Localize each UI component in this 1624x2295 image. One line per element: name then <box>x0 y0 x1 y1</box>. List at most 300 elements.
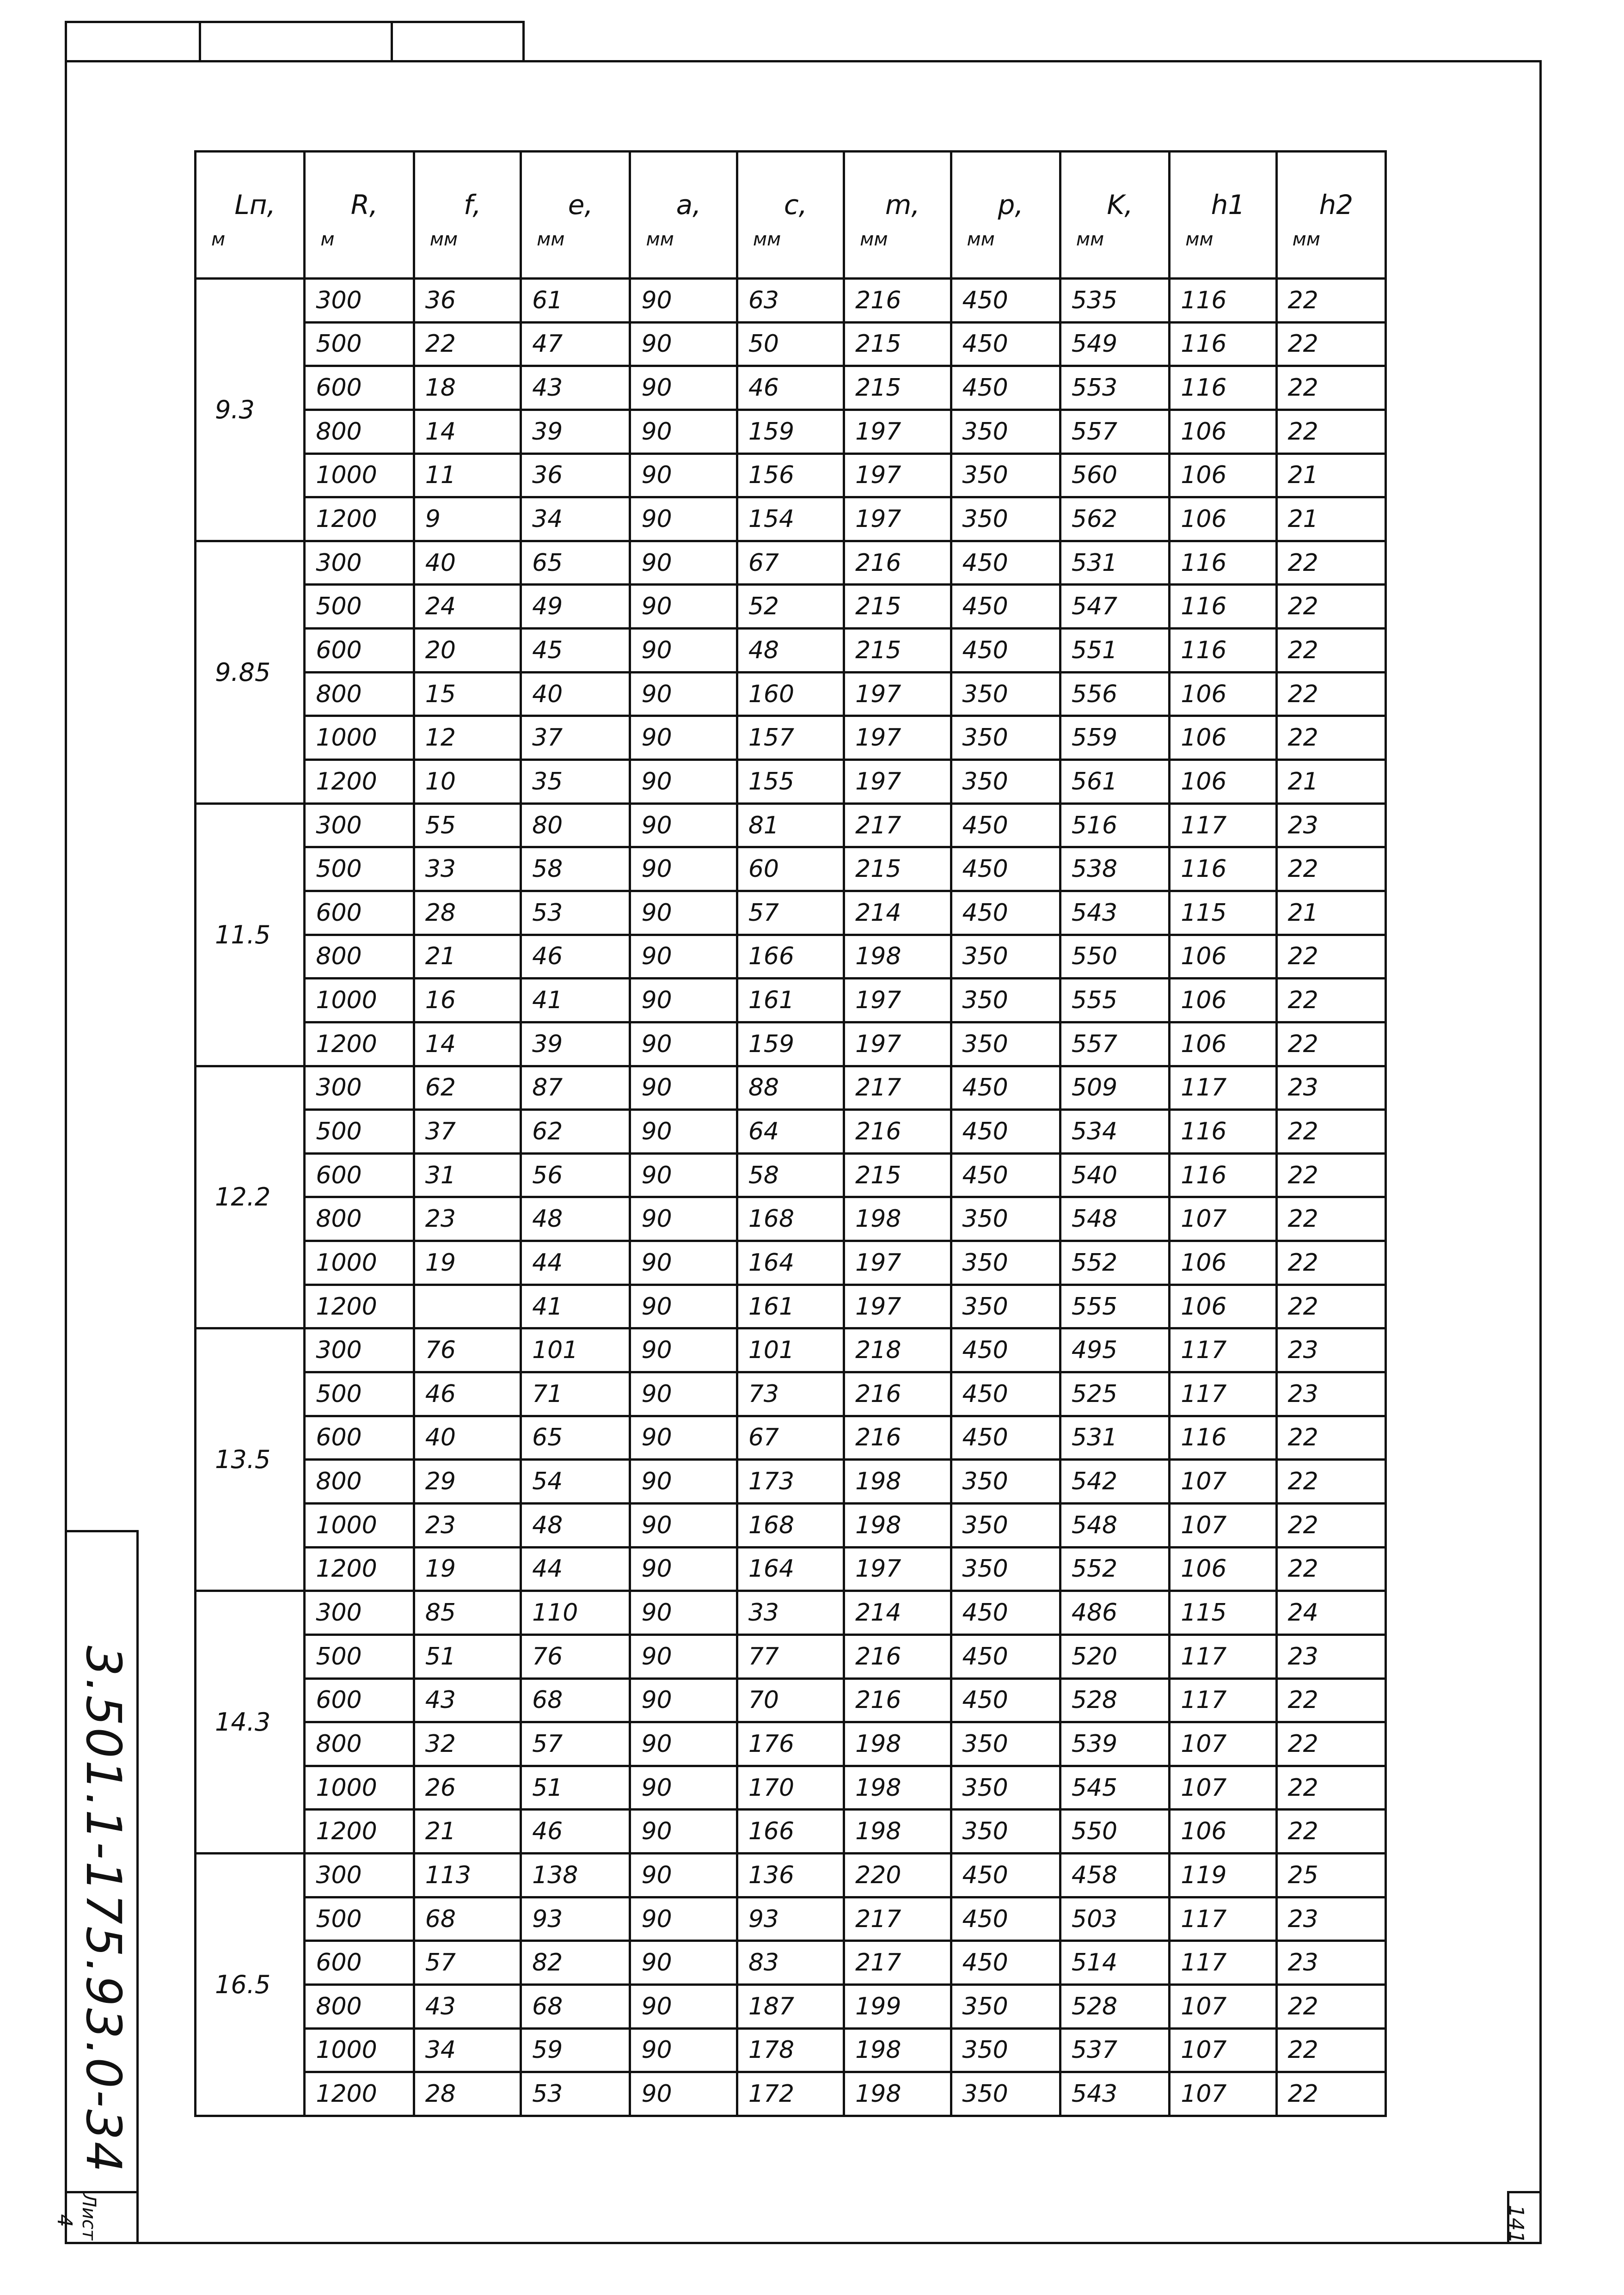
table-cell: 350 <box>951 935 1060 979</box>
table-cell: 500 <box>305 585 414 629</box>
table-cell: 107 <box>1170 2028 1276 2072</box>
column-header <box>951 152 1060 279</box>
table-cell: 1000 <box>305 2028 414 2072</box>
table-cell: 450 <box>951 541 1060 585</box>
table-cell: 21 <box>414 935 521 979</box>
table-cell: 107 <box>1170 1197 1276 1241</box>
column-symbol: e, <box>568 189 593 220</box>
table-cell: 59 <box>521 2028 630 2072</box>
table-cell: 116 <box>1170 1110 1276 1154</box>
table-cell: 90 <box>630 891 737 935</box>
table-cell: 199 <box>844 1984 951 2028</box>
table-row <box>196 979 1386 1022</box>
table-cell: 300 <box>305 541 414 585</box>
table-cell: 800 <box>305 1197 414 1241</box>
table-cell: 217 <box>844 1066 951 1110</box>
column-unit: мм <box>429 229 458 250</box>
table-cell: 450 <box>951 1066 1060 1110</box>
table-row <box>196 1460 1386 1504</box>
table-row <box>196 891 1386 935</box>
table-cell: 197 <box>844 453 951 497</box>
table-cell: 168 <box>737 1503 844 1547</box>
table-cell: 90 <box>630 1591 737 1635</box>
table-cell: 500 <box>305 1110 414 1154</box>
table-row <box>196 760 1386 804</box>
table-cell: 90 <box>630 1328 737 1372</box>
table-cell: 350 <box>951 410 1060 453</box>
table-cell: 198 <box>844 2072 951 2116</box>
table-cell: 350 <box>951 2028 1060 2072</box>
table-cell: 18 <box>414 366 521 410</box>
table-cell: 1200 <box>305 1022 414 1066</box>
table-cell: 70 <box>737 1678 844 1722</box>
table-cell: 486 <box>1060 1591 1169 1635</box>
table-cell: 90 <box>630 979 737 1022</box>
table-cell: 551 <box>1060 629 1169 673</box>
table-cell: 57 <box>521 1722 630 1766</box>
column-symbol: R, <box>350 189 378 220</box>
table-cell: 197 <box>844 410 951 453</box>
table-cell: 110 <box>521 1591 630 1635</box>
table-cell: 19 <box>414 1547 521 1591</box>
table-row <box>196 1984 1386 2028</box>
table-cell: 450 <box>951 891 1060 935</box>
table-cell: 45 <box>521 629 630 673</box>
table-cell: 76 <box>414 1328 521 1372</box>
table-cell: 106 <box>1170 935 1276 979</box>
table-cell: 218 <box>844 1328 951 1372</box>
group-length-cell: 9.3 <box>196 279 305 541</box>
table-cell: 500 <box>305 847 414 891</box>
table-cell: 48 <box>521 1503 630 1547</box>
table-cell: 22 <box>1276 541 1385 585</box>
column-unit: м <box>320 229 335 250</box>
table-cell: 23 <box>1276 1372 1385 1416</box>
table-cell: 90 <box>630 1547 737 1591</box>
table-cell: 90 <box>630 1984 737 2028</box>
table-cell: 1200 <box>305 1285 414 1328</box>
table-cell: 90 <box>630 1678 737 1722</box>
table-cell: 157 <box>737 716 844 760</box>
table-cell: 450 <box>951 803 1060 847</box>
table-cell: 161 <box>737 979 844 1022</box>
table-cell: 1000 <box>305 1766 414 1810</box>
table-row <box>196 497 1386 541</box>
table-cell: 39 <box>521 410 630 453</box>
table-cell: 187 <box>737 1984 844 2028</box>
column-symbol: m, <box>885 189 920 220</box>
table-cell: 170 <box>737 1766 844 1810</box>
table-cell: 22 <box>1276 1416 1385 1460</box>
table-cell: 450 <box>951 1110 1060 1154</box>
table-cell: 12 <box>414 716 521 760</box>
table-cell: 164 <box>737 1547 844 1591</box>
table-cell: 197 <box>844 979 951 1022</box>
table-cell: 197 <box>844 1547 951 1591</box>
table-cell: 800 <box>305 672 414 716</box>
dimension-table-container <box>194 150 1387 2117</box>
top-stamp-box <box>65 21 525 62</box>
table-cell: 90 <box>630 1941 737 1985</box>
group-length-cell: 12.2 <box>196 1066 305 1328</box>
table-cell: 215 <box>844 366 951 410</box>
table-cell: 159 <box>737 410 844 453</box>
table-cell: 1000 <box>305 716 414 760</box>
table-cell: 46 <box>521 935 630 979</box>
table-cell: 90 <box>630 1153 737 1197</box>
table-cell: 90 <box>630 1110 737 1154</box>
table-row <box>196 1634 1386 1678</box>
table-cell: 600 <box>305 366 414 410</box>
table-cell: 176 <box>737 1722 844 1766</box>
column-unit: мм <box>860 229 888 250</box>
table-cell: 16 <box>414 979 521 1022</box>
table-cell: 198 <box>844 1460 951 1504</box>
table-cell: 22 <box>1276 279 1385 323</box>
table-row <box>196 279 1386 323</box>
table-cell: 22 <box>1276 2072 1385 2116</box>
column-symbol: f, <box>464 189 481 220</box>
table-cell: 520 <box>1060 1634 1169 1678</box>
table-cell: 58 <box>521 847 630 891</box>
table-cell: 350 <box>951 1241 1060 1285</box>
table-cell: 22 <box>1276 2028 1385 2072</box>
table-row <box>196 1941 1386 1985</box>
table-cell: 106 <box>1170 672 1276 716</box>
table-cell: 216 <box>844 1678 951 1722</box>
table-cell: 350 <box>951 1022 1060 1066</box>
table-cell: 116 <box>1170 541 1276 585</box>
table-cell: 24 <box>1276 1591 1385 1635</box>
table-cell: 350 <box>951 2072 1060 2116</box>
table-cell: 26 <box>414 1766 521 1810</box>
column-header <box>305 152 414 279</box>
table-cell: 116 <box>1170 322 1276 366</box>
table-cell: 46 <box>521 1810 630 1854</box>
table-cell: 543 <box>1060 2072 1169 2116</box>
table-cell: 106 <box>1170 716 1276 760</box>
table-cell: 21 <box>1276 760 1385 804</box>
table-cell: 350 <box>951 1285 1060 1328</box>
table-cell: 450 <box>951 322 1060 366</box>
document-code <box>75 1646 132 2174</box>
table-cell: 534 <box>1060 1110 1169 1154</box>
table-cell: 119 <box>1170 1854 1276 1897</box>
table-cell: 600 <box>305 629 414 673</box>
table-cell: 22 <box>1276 1022 1385 1066</box>
table-cell: 90 <box>630 1722 737 1766</box>
table-cell: 136 <box>737 1854 844 1897</box>
table-cell: 11 <box>414 453 521 497</box>
table-cell: 495 <box>1060 1328 1169 1372</box>
table-cell: 216 <box>844 1416 951 1460</box>
table-cell: 350 <box>951 1503 1060 1547</box>
table-cell: 93 <box>521 1897 630 1941</box>
table-cell: 543 <box>1060 891 1169 935</box>
table-cell: 64 <box>737 1110 844 1154</box>
table-cell: 159 <box>737 1022 844 1066</box>
table-cell: 22 <box>1276 716 1385 760</box>
table-row <box>196 716 1386 760</box>
table-row <box>196 1547 1386 1591</box>
table-cell: 1000 <box>305 1241 414 1285</box>
table-cell: 37 <box>521 716 630 760</box>
table-cell: 509 <box>1060 1066 1169 1110</box>
table-cell: 525 <box>1060 1372 1169 1416</box>
table-cell: 50 <box>737 322 844 366</box>
table-cell: 450 <box>951 1372 1060 1416</box>
table-cell: 22 <box>1276 847 1385 891</box>
table-cell: 528 <box>1060 1984 1169 2028</box>
column-symbol: Lп, <box>234 189 276 220</box>
table-header-row <box>196 152 1386 279</box>
table-cell: 53 <box>521 891 630 935</box>
table-cell: 539 <box>1060 1722 1169 1766</box>
table-cell: 560 <box>1060 453 1169 497</box>
table-cell: 20 <box>414 629 521 673</box>
table-cell: 107 <box>1170 1460 1276 1504</box>
group-length-cell: 16.5 <box>196 1854 305 2116</box>
table-row <box>196 803 1386 847</box>
table-cell: 542 <box>1060 1460 1169 1504</box>
table-cell: 154 <box>737 497 844 541</box>
column-header <box>844 152 951 279</box>
table-row <box>196 2028 1386 2072</box>
table-cell: 350 <box>951 1722 1060 1766</box>
column-header <box>196 152 305 279</box>
table-cell: 53 <box>521 2072 630 2116</box>
table-cell: 23 <box>1276 1897 1385 1941</box>
column-header <box>521 152 630 279</box>
table-cell: 561 <box>1060 760 1169 804</box>
table-cell: 106 <box>1170 1241 1276 1285</box>
table-cell: 531 <box>1060 1416 1169 1460</box>
table-cell: 24 <box>414 585 521 629</box>
table-cell: 550 <box>1060 935 1169 979</box>
table-cell: 300 <box>305 1066 414 1110</box>
table-cell: 90 <box>630 760 737 804</box>
table-cell: 117 <box>1170 1897 1276 1941</box>
table-cell: 29 <box>414 1460 521 1504</box>
table-cell: 73 <box>737 1372 844 1416</box>
table-cell: 115 <box>1170 1591 1276 1635</box>
table-cell: 217 <box>844 1941 951 1985</box>
stamp-cell <box>67 23 201 62</box>
table-cell: 116 <box>1170 629 1276 673</box>
table-cell: 800 <box>305 935 414 979</box>
table-cell: 350 <box>951 1547 1060 1591</box>
table-cell: 90 <box>630 672 737 716</box>
table-cell: 548 <box>1060 1503 1169 1547</box>
table-cell: 32 <box>414 1722 521 1766</box>
table-cell: 62 <box>521 1110 630 1154</box>
table-cell: 548 <box>1060 1197 1169 1241</box>
group-length-cell: 11.5 <box>196 803 305 1066</box>
table-cell: 21 <box>1276 497 1385 541</box>
table-cell: 458 <box>1060 1854 1169 1897</box>
table-cell: 65 <box>521 1416 630 1460</box>
column-unit: м <box>211 229 226 250</box>
table-cell: 800 <box>305 1460 414 1504</box>
table-cell: 90 <box>630 1810 737 1854</box>
table-cell: 1200 <box>305 760 414 804</box>
table-cell: 22 <box>1276 1110 1385 1154</box>
table-cell: 600 <box>305 1416 414 1460</box>
table-cell: 215 <box>844 629 951 673</box>
table-cell: 34 <box>414 2028 521 2072</box>
table-cell: 49 <box>521 585 630 629</box>
table-cell: 83 <box>737 1941 844 1985</box>
table-cell: 28 <box>414 891 521 935</box>
table-cell: 76 <box>521 1634 630 1678</box>
table-cell: 540 <box>1060 1153 1169 1197</box>
table-cell: 173 <box>737 1460 844 1504</box>
table-cell: 90 <box>630 629 737 673</box>
table-cell: 93 <box>737 1897 844 1941</box>
table-cell: 23 <box>1276 1634 1385 1678</box>
table-row <box>196 935 1386 979</box>
table-cell: 61 <box>521 279 630 323</box>
column-unit: мм <box>967 229 995 250</box>
table-cell: 22 <box>1276 629 1385 673</box>
table-cell: 113 <box>414 1854 521 1897</box>
table-cell: 216 <box>844 541 951 585</box>
table-cell: 90 <box>630 585 737 629</box>
table-cell: 107 <box>1170 1722 1276 1766</box>
table-cell: 90 <box>630 1766 737 1810</box>
table-cell: 22 <box>1276 935 1385 979</box>
table-row <box>196 1285 1386 1328</box>
table-cell: 350 <box>951 497 1060 541</box>
table-cell: 552 <box>1060 1241 1169 1285</box>
table-cell: 15 <box>414 672 521 716</box>
table-cell: 450 <box>951 1153 1060 1197</box>
table-cell: 117 <box>1170 1941 1276 1985</box>
table-cell: 106 <box>1170 1285 1276 1328</box>
table-cell: 35 <box>521 760 630 804</box>
table-cell: 68 <box>521 1678 630 1722</box>
table-cell: 48 <box>521 1197 630 1241</box>
table-row <box>196 2072 1386 2116</box>
table-row <box>196 410 1386 453</box>
table-cell: 67 <box>737 1416 844 1460</box>
table-cell: 52 <box>737 585 844 629</box>
table-cell: 90 <box>630 1854 737 1897</box>
table-row <box>196 541 1386 585</box>
table-cell: 350 <box>951 1197 1060 1241</box>
table-cell: 90 <box>630 2072 737 2116</box>
table-cell: 63 <box>737 279 844 323</box>
table-cell: 450 <box>951 1941 1060 1985</box>
table-cell: 450 <box>951 1678 1060 1722</box>
table-cell: 22 <box>1276 1285 1385 1328</box>
table-cell: 215 <box>844 585 951 629</box>
table-cell: 300 <box>305 1328 414 1372</box>
table-row <box>196 1372 1386 1416</box>
table-row <box>196 1897 1386 1941</box>
table-cell: 198 <box>844 1503 951 1547</box>
table-row <box>196 453 1386 497</box>
table-row <box>196 1416 1386 1460</box>
table-cell: 117 <box>1170 1634 1276 1678</box>
table-cell: 22 <box>1276 1984 1385 2028</box>
table-cell: 528 <box>1060 1678 1169 1722</box>
column-unit: мм <box>1292 229 1320 250</box>
table-cell: 90 <box>630 1416 737 1460</box>
table-cell: 217 <box>844 803 951 847</box>
table-cell: 552 <box>1060 1547 1169 1591</box>
table-cell: 166 <box>737 1810 844 1854</box>
table-cell: 116 <box>1170 1153 1276 1197</box>
table-row <box>196 1854 1386 1897</box>
table-cell: 216 <box>844 1372 951 1416</box>
table-cell: 1000 <box>305 979 414 1022</box>
table-cell: 22 <box>1276 1678 1385 1722</box>
table-cell: 106 <box>1170 760 1276 804</box>
table-cell: 155 <box>737 760 844 804</box>
table-cell: 90 <box>630 1285 737 1328</box>
sheet-number: 4 <box>53 2214 76 2227</box>
table-cell: 450 <box>951 1854 1060 1897</box>
table-cell: 160 <box>737 672 844 716</box>
table-cell: 117 <box>1170 1328 1276 1372</box>
table-cell: 450 <box>951 1634 1060 1678</box>
column-symbol: K, <box>1107 189 1133 220</box>
table-cell: 557 <box>1060 1022 1169 1066</box>
table-cell: 117 <box>1170 1678 1276 1722</box>
table-cell: 217 <box>844 1897 951 1941</box>
table-cell: 214 <box>844 1591 951 1635</box>
table-cell: 55 <box>414 803 521 847</box>
table-cell: 300 <box>305 1591 414 1635</box>
table-cell: 47 <box>521 322 630 366</box>
corner-number: 141 <box>1504 2205 1528 2244</box>
table-cell: 44 <box>521 1241 630 1285</box>
table-cell: 600 <box>305 1153 414 1197</box>
table-cell: 164 <box>737 1241 844 1285</box>
table-cell: 48 <box>737 629 844 673</box>
table-cell: 22 <box>1276 1460 1385 1504</box>
table-cell: 44 <box>521 1547 630 1591</box>
table-cell: 538 <box>1060 847 1169 891</box>
column-unit: мм <box>1185 229 1213 250</box>
table-cell: 1200 <box>305 1810 414 1854</box>
column-unit: мм <box>537 229 565 250</box>
table-cell: 115 <box>1170 891 1276 935</box>
table-cell: 350 <box>951 1460 1060 1504</box>
table-cell: 107 <box>1170 2072 1276 2116</box>
table-cell: 300 <box>305 803 414 847</box>
column-header <box>630 152 737 279</box>
table-cell: 68 <box>414 1897 521 1941</box>
table-cell: 40 <box>521 672 630 716</box>
table-cell: 1200 <box>305 2072 414 2116</box>
table-cell: 116 <box>1170 847 1276 891</box>
table-cell: 90 <box>630 1503 737 1547</box>
table-cell: 19 <box>414 1241 521 1285</box>
table-row <box>196 1241 1386 1285</box>
table-cell: 51 <box>521 1766 630 1810</box>
table-row <box>196 1153 1386 1197</box>
table-cell: 14 <box>414 410 521 453</box>
table-cell: 43 <box>521 366 630 410</box>
stamp-cell <box>199 23 393 62</box>
column-symbol: a, <box>676 189 701 220</box>
column-header <box>414 152 521 279</box>
table-cell: 450 <box>951 366 1060 410</box>
table-cell: 57 <box>737 891 844 935</box>
table-cell: 90 <box>630 935 737 979</box>
